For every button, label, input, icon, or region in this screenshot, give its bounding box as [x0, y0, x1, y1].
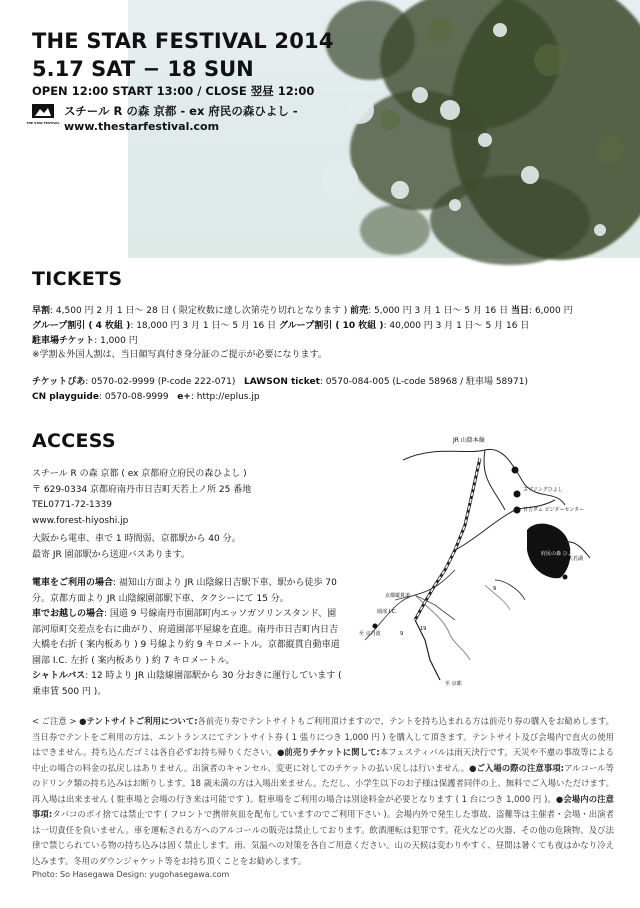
map-jr-top: JR 山陰本線	[453, 437, 485, 444]
venue-name: スチール R の森 京都 - ex 府民の森ひよし -	[64, 104, 298, 118]
map-road1: 9	[400, 631, 404, 637]
access-address: 〒 629-0334 京都府南丹市日吉町天若上ノ所 25 番地	[32, 484, 252, 495]
notes-section: < ご注意 > ●テントサイトご利用について:各前売り券でテントサイトもご利用頂けますので、テントを持ち込まれる方は前売り券の購入をお勧めします。当日券でテントをご利用の方は、エントランスにてテントサイト券 ( 1 張りにつき 1,000 円 ) を購入して頂きます。テントサイト及び会場内で直火の使用はできません。持ち込んだゴミは各自必ずお持ち帰りください。●前売りチケットに関して:本フェスティバルは雨天決行です。天災や不慮の事故等による中止の場合の料金の払戻しはありません。出演者のキャンセル、変更に対してのチケットの払い戻しは行いません。●ご入場の際の注意事項:アルコール等のドリンク類の持ち込みはお断りします。18 歳未満の方は入場出来ません。ただし、小学生以下のお子様は保護者同伴の上、無料でご入場いただけます。再入場は出来ません ( 駐車場と会場の行き来は可能です )。駐車場をご利用の場合は別途料金が必要となります ( 1 台につき 1,000 円 )。●会場内の注意事項:タバコのポイ捨ては禁止です ( フロントで携帯灰皿を配布していますのでご利用下さい )。会場内外で発生した事故、盗難等は主催者・会場・出演者は一切責任を負いません。車を運転される方へのアルコールの販売は禁止しております。飲酒運転は犯罪です。花火などの火器、その他の危険物、及び法律で禁じられている物の持ち込みは固く禁止します。雨、気温への対策を各自ご用意ください。山の天候は変わりやすく、昼間は暑くても夜はかなり冷え込みます。冬用のダウンジャケット等をお持ち頂くことをお勧めします。	[32, 716, 615, 866]
festival-url[interactable]: www.thestarfestival.com	[64, 120, 220, 133]
map-bottom: 至 京都	[445, 681, 462, 687]
ticket-line-4: ※学割＆外国人割は、当日顔写真付き身分証のご提示が必要になります。	[32, 350, 327, 360]
credit-line: Photo: So Hasegawa Design: yugohasegawa.com	[32, 870, 230, 879]
star-festival-logo	[26, 104, 60, 126]
map-dam: 日吉ダム ビジターセンター	[523, 507, 585, 513]
ticket-outlets-2: CN playguide: 0570-08-9999 e+: http://eplus.jp	[32, 392, 260, 402]
access-heading: ACCESS	[32, 430, 116, 452]
tree-photo	[300, 0, 640, 258]
ticket-line-3: 駐車場チケット: 1,000 円	[32, 336, 138, 346]
ticket-outlets-1: チケットぴあ: 0570-02-9999 (P-code 222-071) LAWSON ticket: 0570-084-005 (L-code 58968 / 駐車場 58971)	[32, 377, 528, 387]
access-tel: TEL0771-72-1339	[32, 500, 112, 510]
hero-section	[0, 0, 640, 258]
event-title: THE STAR FESTIVAL 2014	[32, 29, 334, 53]
map-expressway: 京都縦貫道	[385, 593, 411, 599]
map-river: 天若湖	[568, 556, 584, 562]
map-road3: 9	[493, 586, 497, 592]
svg-text:THE STAR FESTIVAL: THE STAR FESTIVAL	[26, 121, 60, 125]
access-map	[355, 430, 615, 688]
map-forest: 府民の森 ひよし	[541, 551, 578, 557]
event-times: OPEN 12:00 START 13:00 / CLOSE 翌昼 12:00	[32, 84, 315, 98]
tickets-heading: TICKETS	[32, 268, 123, 290]
ticket-line-2: グループ割引 ( 4 枚組 ): 18,000 円 3 月 1 日〜 5 月 16 日 グループ割引 ( 10 枚組 ): 40,000 円 3 月 1 日〜 5 月 16 日	[32, 321, 530, 331]
ticket-line-1: 早割: 4,500 円 2 月 1 日〜 28 日 ( 限定枚数に達し次第売り切れとなります ) 前売: 5,000 円 3 月 1 日〜 5 月 16 日 当日: 6,000 円	[32, 306, 573, 316]
access-from-block: 大阪から電車、車で 1 時間弱、京都駅から 40 分。 最寄 JR 園部駅から送迎バスあります。	[32, 534, 241, 560]
access-web: www.forest-hiyoshi.jp	[32, 515, 129, 526]
map-kameoka: 至 京丹波	[359, 631, 381, 637]
map-road2: 19	[420, 626, 427, 632]
access-directions: 電車をご利用の場合: 福知山方面より JR 山陰線日吉駅下車、駅から徒歩 70 分。京都方面より JR 山陰線園部駅下車、タクシーにて 15 分。 車でお越しの場合: 国道 9 号線南丹市園部町内エッソガソリンスタンド、園部河原町交差点を右に曲がり、府道園部平屋線を直進。南丹市日吉町内日吉大橋を右折 ( 案内板あり ) 9 号線より約 9 キロメートル。京都縦貫自動車道園部 I.C. 左折 ( 案内板あり ) 約 7 キロメートル。 シャトルバス: 12 時より JR 山陰線園部駅から 30 分おきに運行しています ( 乗車賃 500 円 )。	[32, 578, 342, 697]
access-venue-block	[32, 467, 344, 529]
map-spring: スプリングひよし	[523, 487, 563, 493]
access-venue: スチール R の森 京都 ( ex 京都府立府民の森ひよし )	[32, 469, 247, 479]
event-dates: 5.17 SAT − 18 SUN	[32, 57, 254, 81]
map-ic: 園部 I.C.	[377, 609, 397, 615]
